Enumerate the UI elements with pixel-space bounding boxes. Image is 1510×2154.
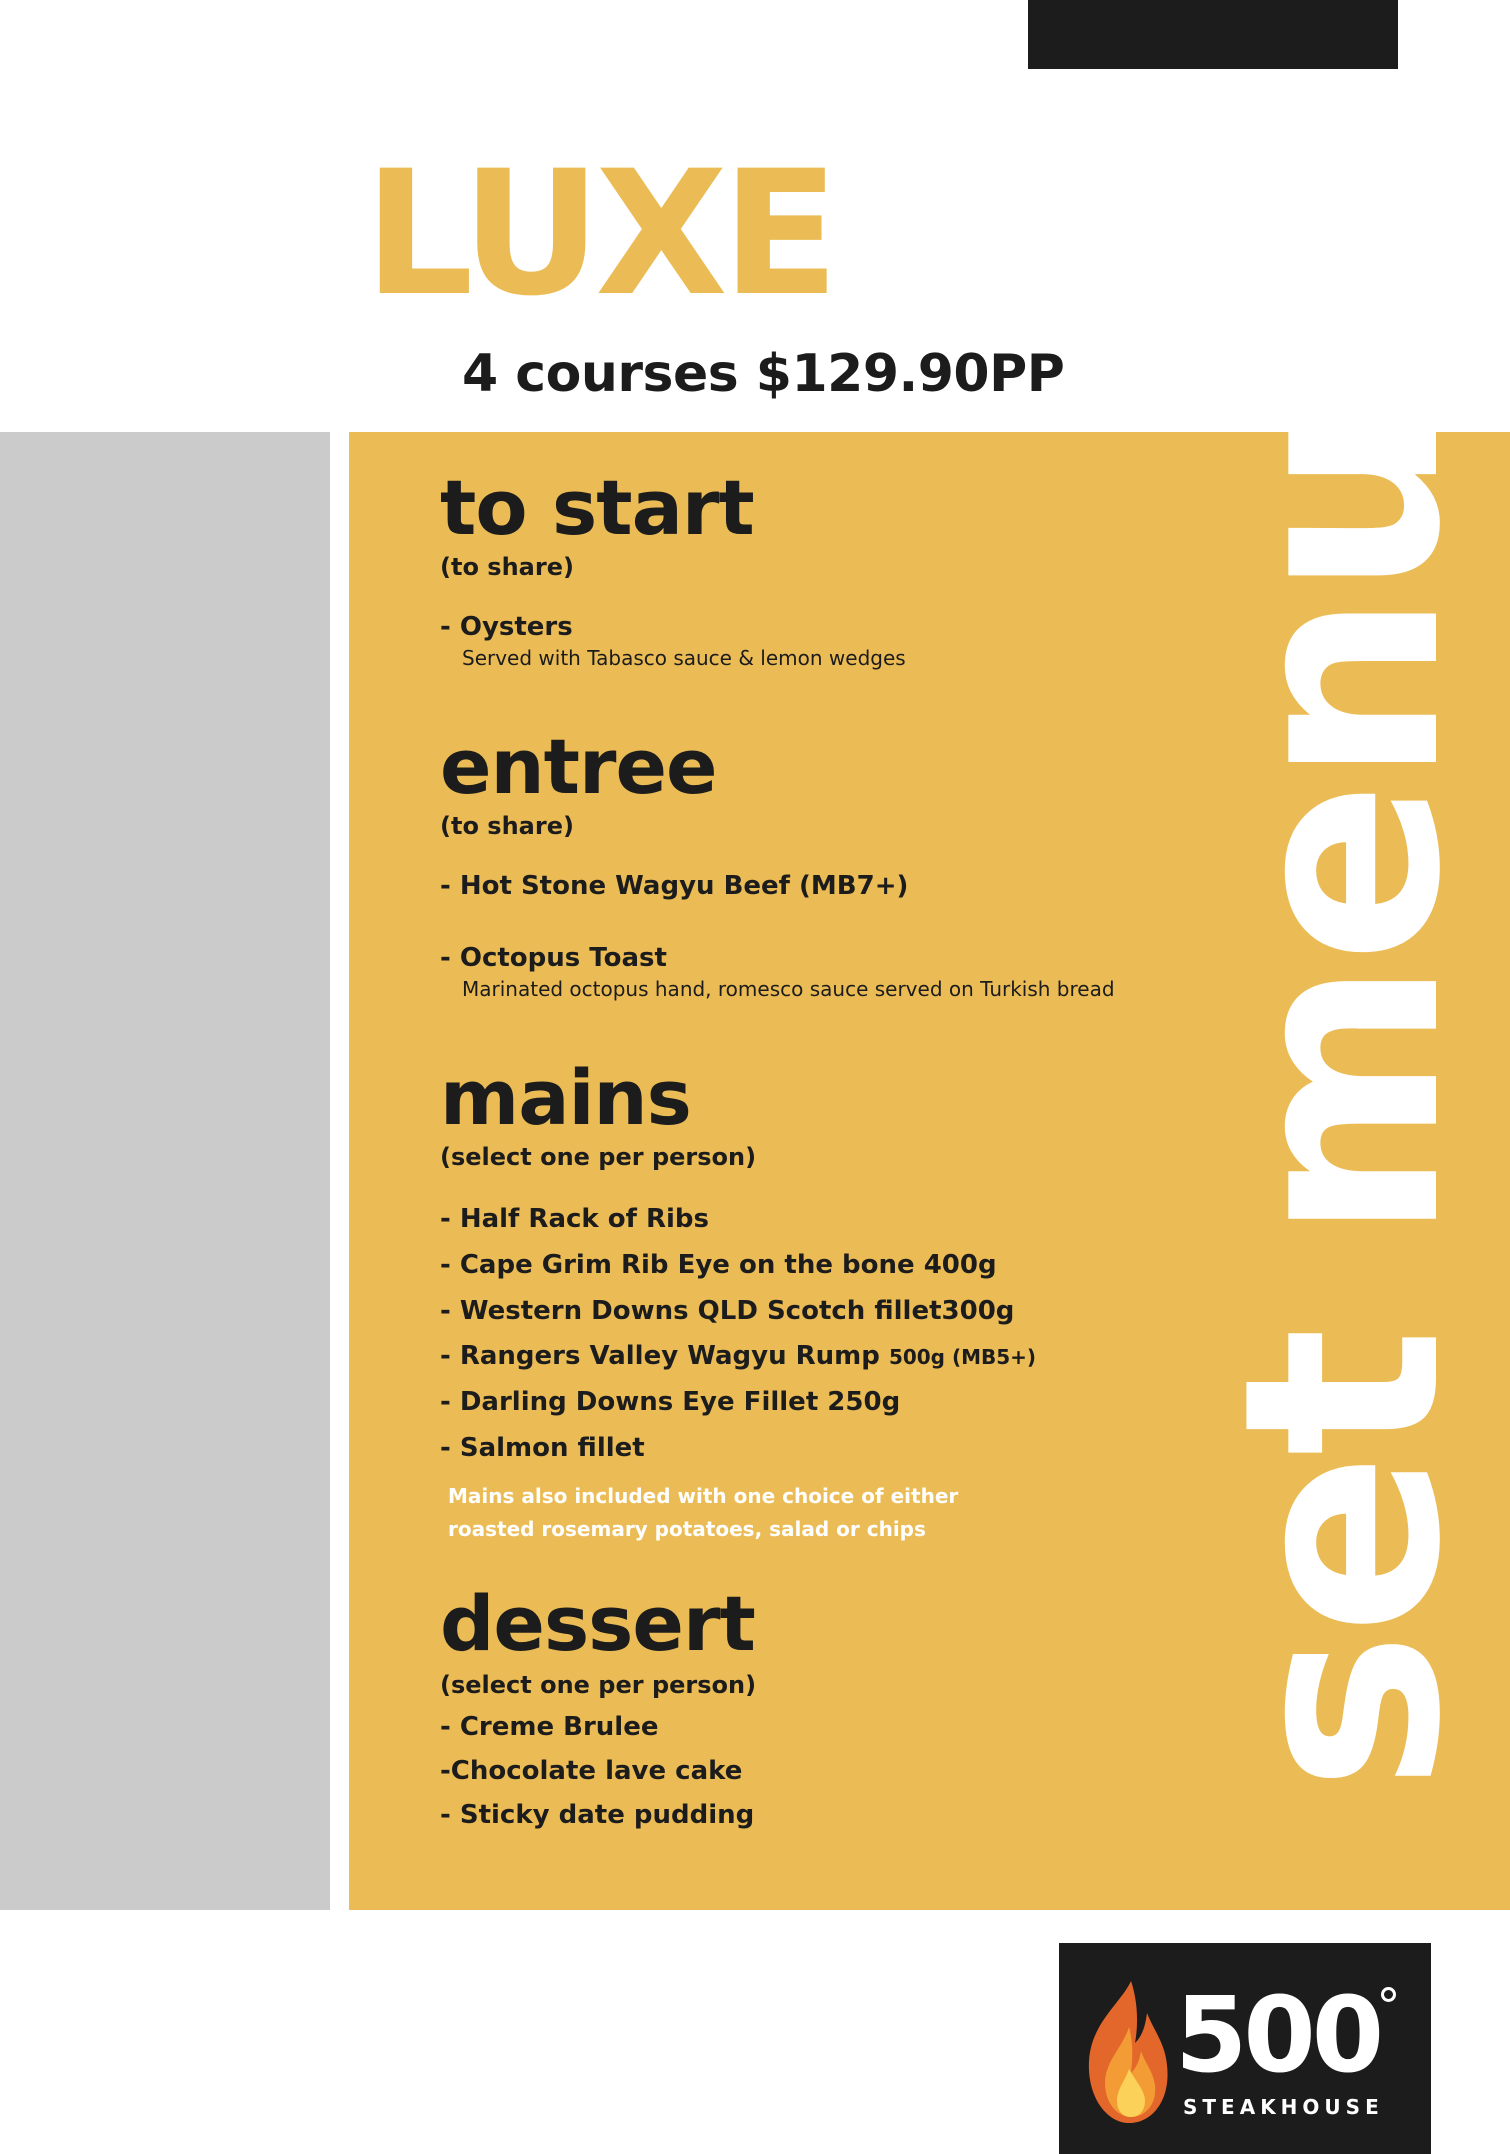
- section-heading: dessert: [440, 1578, 755, 1668]
- menu-item-octopus-toast: - Octopus Toast: [440, 942, 667, 973]
- menu-title: LUXE: [364, 133, 834, 334]
- flame-icon: [1083, 1977, 1173, 2127]
- section-mains: [440, 1052, 1160, 1546]
- menu-item-rib-eye: - Cape Grim Rib Eye on the bone 400g: [440, 1249, 997, 1280]
- menu-item-salmon: - Salmon fillet: [440, 1432, 645, 1463]
- section-heading: mains: [440, 1052, 691, 1142]
- menu-item-ribs: - Half Rack of Ribs: [440, 1203, 709, 1234]
- menu-item-sticky-date: - Sticky date pudding: [440, 1799, 755, 1830]
- section-dessert: [440, 1578, 1160, 1833]
- price-subtitle: 4 courses $129.90PP: [462, 344, 1065, 404]
- menu-item-name: - Rangers Valley Wagyu Rump: [440, 1341, 880, 1372]
- menu-item-oysters: - Oysters: [440, 612, 573, 643]
- top-black-bar: [1028, 0, 1398, 69]
- mains-side-note: Mains also included with one choice of either: [448, 1483, 959, 1508]
- menu-item-eye-fillet: - Darling Downs Eye Fillet 250g: [440, 1387, 901, 1418]
- logo-wordmark: STEAKHOUSE: [1183, 2095, 1384, 2119]
- degree-symbol: [1381, 1987, 1396, 2002]
- menu-item-creme-brulee: - Creme Brulee: [440, 1711, 659, 1742]
- section-note: (to share): [440, 553, 574, 581]
- section-note: (select one per person): [440, 1142, 757, 1171]
- menu-item-weight: 500g (MB5+): [888, 1345, 1037, 1370]
- menu-item-chocolate-cake: -Chocolate lave cake: [440, 1755, 743, 1786]
- menu-item-description: Served with Tabasco sauce & lemon wedges: [462, 645, 906, 670]
- section-note: (to share): [440, 811, 574, 840]
- section-heading: entree: [440, 721, 717, 811]
- menu-item-wagyu-beef: - Hot Stone Wagyu Beef (MB7+): [440, 871, 909, 902]
- mains-side-note: roasted rosemary potatoes, salad or chips: [448, 1516, 926, 1541]
- menu-item-wagyu-rump: [440, 1340, 1160, 1374]
- section-heading: to start: [440, 463, 754, 552]
- vertical-set-menu-title: set menu: [1185, 408, 1500, 1792]
- section-note: (select one per person): [440, 1670, 757, 1699]
- mains-list: [440, 1203, 1160, 1466]
- menu-content: [440, 463, 1160, 1832]
- menu-item-scotch-fillet: - Western Downs QLD Scotch fillet300g: [440, 1295, 1015, 1326]
- logo-number: 500: [1175, 1974, 1381, 2096]
- section-entree: [440, 721, 1160, 1002]
- section-to-start: [440, 463, 1160, 671]
- menu-item-description: Marinated octopus hand, romesco sauce served on Turkish bread: [462, 976, 1115, 1001]
- grey-side-panel: [0, 432, 330, 1910]
- steakhouse-logo: [1059, 1943, 1431, 2154]
